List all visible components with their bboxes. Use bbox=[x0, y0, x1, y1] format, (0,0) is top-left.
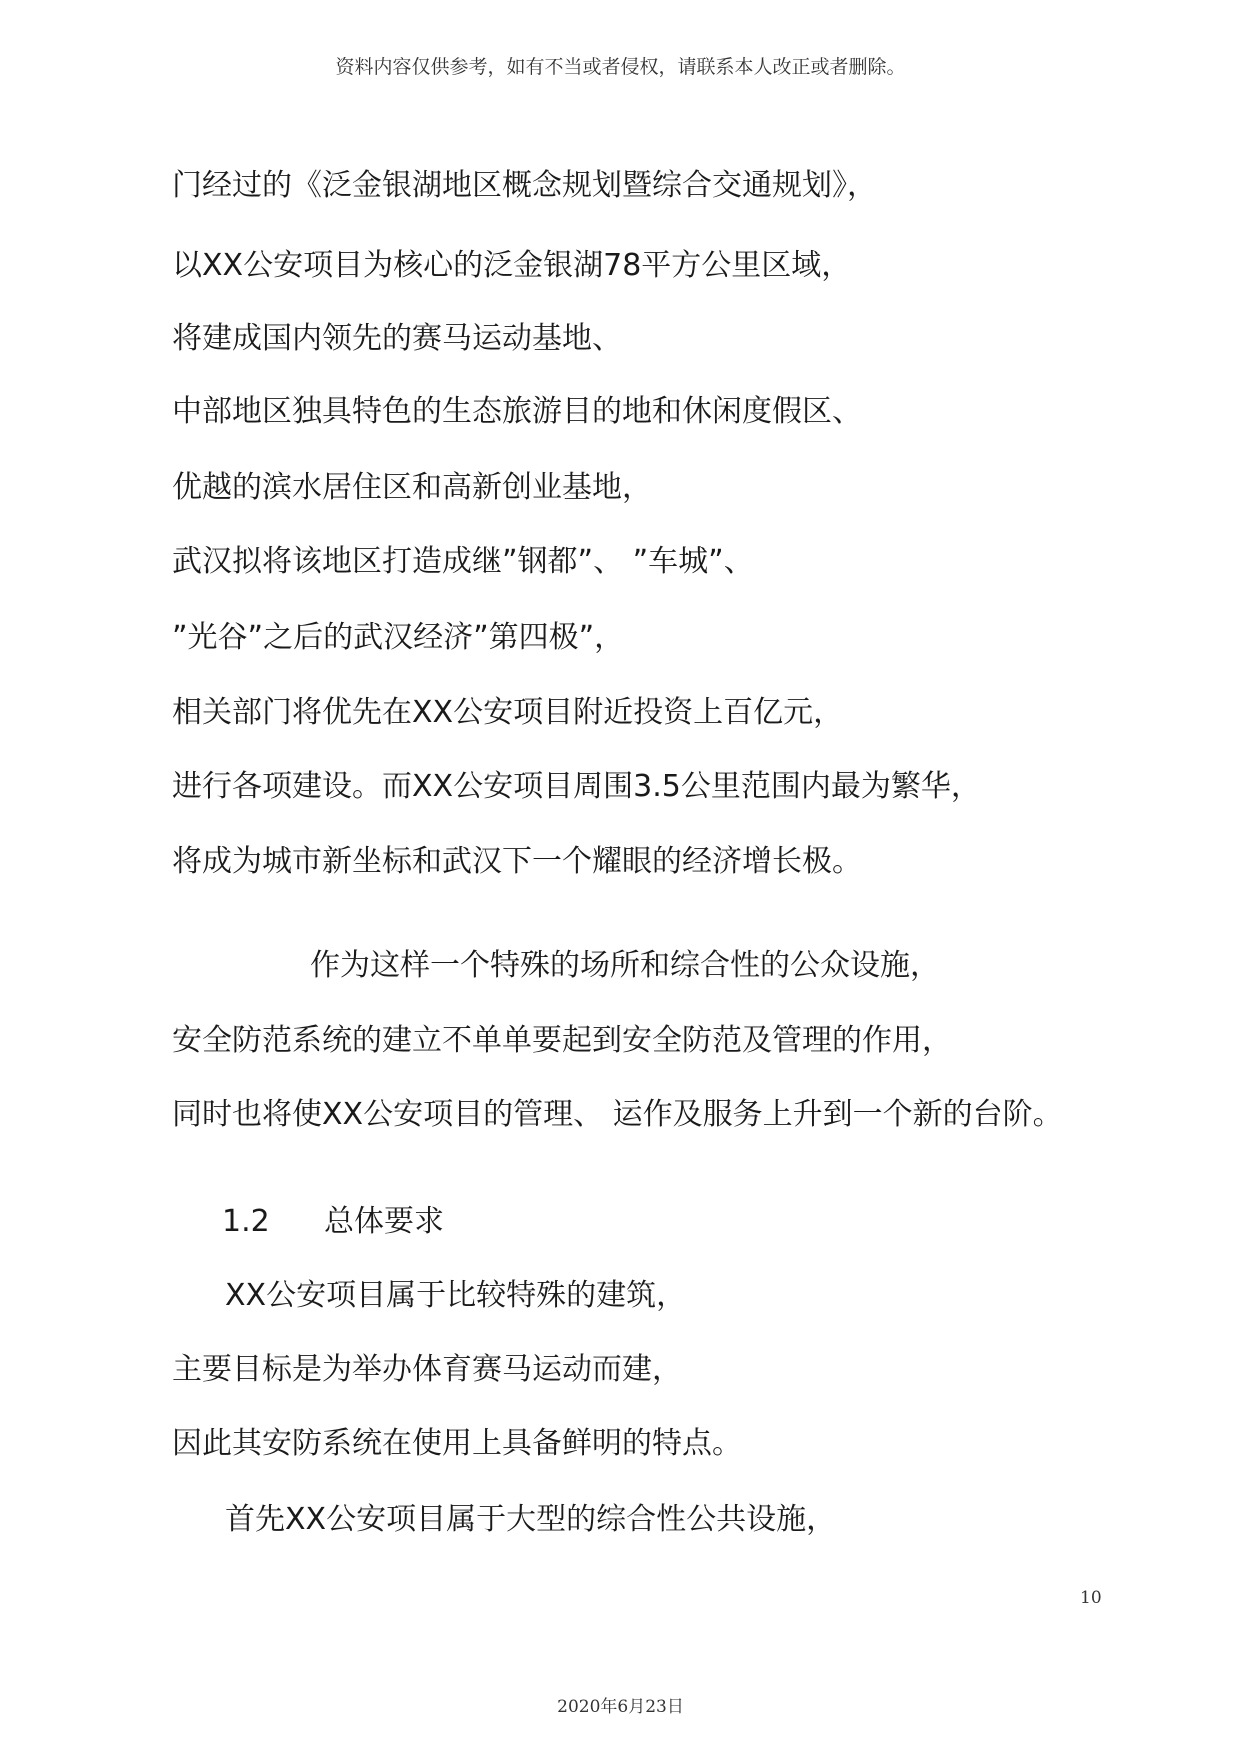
text-line: 将建成国内领先的赛马运动基地、 bbox=[172, 321, 622, 356]
text-line: 安全防范系统的建立不单单要起到安全防范及管理的作用， bbox=[172, 1023, 952, 1058]
section-number: 1.2 bbox=[222, 1204, 270, 1239]
text-line: XX公安项目属于比较特殊的建筑， bbox=[225, 1278, 687, 1313]
text-line: 同时也将使XX公安项目的管理、 运作及服务上升到一个新的台阶。 bbox=[172, 1097, 1063, 1132]
text-line: 门经过的《泛金银湖地区概念规划暨综合交通规划》， bbox=[172, 168, 877, 203]
text-line: 武汉拟将该地区打造成继”钢都”、 ”车城”、 bbox=[172, 544, 754, 579]
text-line: 首先XX公安项目属于大型的综合性公共设施， bbox=[225, 1502, 837, 1537]
text-line: 相关部门将优先在XX公安项目附近投资上百亿元， bbox=[172, 695, 844, 730]
text-line: ”光谷”之后的武汉经济”第四极”， bbox=[172, 620, 625, 655]
section-title: 总体要求 bbox=[324, 1204, 444, 1239]
text-line: 以XX公安项目为核心的泛金银湖78平方公里区域， bbox=[172, 248, 852, 283]
text-line: 优越的滨水居住区和高新创业基地， bbox=[172, 470, 652, 505]
text-line: 中部地区独具特色的生态旅游目的地和休闲度假区、 bbox=[172, 394, 862, 429]
header-disclaimer: 资料内容仅供参考，如有不当或者侵权，请联系本人改正或者删除。 bbox=[335, 56, 906, 78]
text-line: 因此其安防系统在使用上具备鲜明的特点。 bbox=[172, 1426, 742, 1461]
text-line: 主要目标是为举办体育赛马运动而建， bbox=[172, 1352, 682, 1387]
page-number: 10 bbox=[1080, 1588, 1102, 1608]
footer-date: 2020年6月23日 bbox=[557, 1697, 684, 1717]
text-line: 进行各项建设。而XX公安项目周围3.5公里范围内最为繁华， bbox=[172, 769, 981, 804]
text-line: 将成为城市新坐标和武汉下一个耀眼的经济增长极。 bbox=[172, 844, 862, 879]
text-line: 作为这样一个特殊的场所和综合性的公众设施， bbox=[310, 948, 940, 983]
section-heading bbox=[222, 1202, 444, 1242]
